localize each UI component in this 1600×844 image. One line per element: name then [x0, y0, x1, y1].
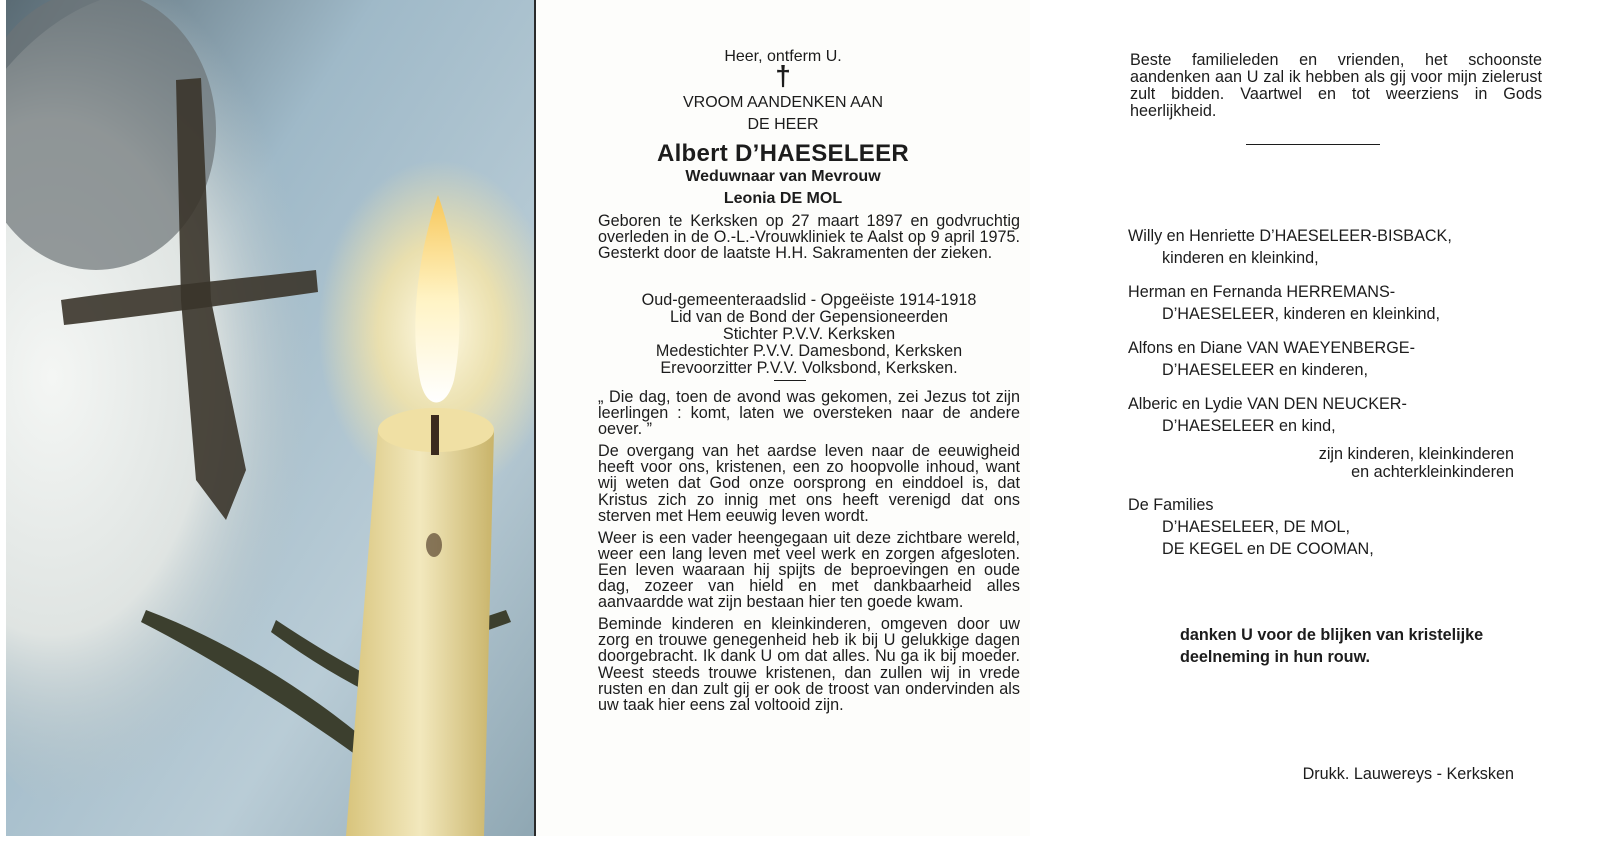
family-line: Alberic en Lydie VAN DEN NEUCKER-	[1128, 395, 1407, 413]
paragraph: Weer is een vader heengegaan uit deze zichtbare wereld, weer een lang leven met veel werk en zorgen afgesloten. Een leven waaraan hij spijts de beproevingen en oude dag, zozeer van hield en met dankbaarheid alles aanvaardde wat zijn bestaan hier ten goede kwam.	[598, 528, 1020, 612]
memorial-photo	[6, 0, 536, 836]
header-line-1: VROOM AANDENKEN AAN	[682, 94, 884, 111]
family-line: Herman en Fernanda HERREMANS-	[1128, 283, 1396, 301]
card-text-right	[1062, 0, 1600, 836]
paragraph: De overgang van het aardse leven naar de eeuwigheid heeft voor ons, kristenen, een zo hoopvolle inhoud, want wij weten dat God onze oorsprong en einddoel is, dat Kristus zich zo innig met ons heeft verenigd dat ons sterven met Hem eeuwig leven wordt.	[598, 442, 1020, 525]
quote-paragraph: „ Die dag, toen de avond was gekomen, zei Jezus tot zijn leerlingen : komt, laten we oversteken naar de andere oever. ”	[598, 388, 1020, 439]
families-line-1: D’HAESELEER, DE MOL,	[1162, 518, 1351, 536]
family-line: Alfons en Diane VAN WAEYENBERGE-	[1128, 339, 1415, 357]
family-line: D’HAESELEER en kind,	[1162, 417, 1336, 435]
meditation-text	[598, 389, 1020, 719]
invocation: Heer, ontferm U.	[724, 48, 842, 65]
families-label: De Families	[1128, 496, 1214, 514]
bio-text: Geboren te Kerksken op 27 maart 1897 en godvruchtig overleden in de O.-L.-Vrouwkliniek te Aalst op 9 april 1975. Gesterkt door de laatste H.H. Sakramenten der zieken.	[598, 212, 1020, 263]
descendants-line-2: en achterkleinkinderen	[1351, 463, 1514, 481]
spouse-name: Leonia DE MOL	[723, 190, 843, 207]
descendants-line-1: zijn kinderen, kleinkinderen	[1318, 445, 1514, 463]
honor-item: Stichter P.V.V. Kerksken	[722, 325, 896, 343]
honors-list	[596, 292, 1022, 377]
card-text-left	[536, 0, 1030, 836]
divider	[774, 380, 806, 381]
honor-item: Erevoorzitter P.V.V. Volksbond, Kerksken.	[660, 359, 958, 377]
honor-item: Oud-gemeenteraadslid - Opgeëiste 1914-1918	[641, 291, 977, 309]
header-line-2: DE HEER	[747, 116, 819, 133]
thanks-line-1: danken U voor de blijken van kristelijke	[1180, 626, 1484, 644]
widow-line: Weduwnaar van Mevrouw	[685, 168, 881, 185]
cross-icon: †	[775, 60, 791, 91]
thanks-line-2: deelneming in hun rouw.	[1180, 648, 1371, 666]
intro-text: Beste familieleden en vrienden, het schoonste aandenken aan U zal ik hebben als gij voor mijn zielerust zult bidden. Vaartwel en tot weerziens in Gods heerlijkheid.	[1130, 51, 1542, 120]
deceased-name: Albert D’HAESELEER	[656, 140, 910, 167]
divider	[1246, 144, 1380, 145]
family-line: Willy en Henriette D’HAESELEER-BISBACK,	[1128, 227, 1452, 245]
printer-credit: Drukk. Lauwereys - Kerksken	[1302, 765, 1514, 783]
families-line-2: DE KEGEL en DE COOMAN,	[1162, 540, 1374, 558]
family-line: D’HAESELEER en kinderen,	[1162, 361, 1369, 379]
family-line: D’HAESELEER, kinderen en kleinkind,	[1162, 305, 1441, 323]
paragraph: Beminde kinderen en kleinkinderen, omgeven door uw zorg en trouwe genegenheid heb ik bij U gelukkige dagen doorgebracht. Ik dank U om dat alles. Nu ga ik bij moeder. Weest steeds trouwe kristenen, dan zullen wij in vrede rusten en dan zult gij er ook de troost van ondervinden als uw taak hier eens zal voltooid zijn.	[598, 615, 1020, 714]
honor-item: Medestichter P.V.V. Damesbond, Kerksken	[655, 342, 963, 360]
family-line: kinderen en kleinkind,	[1162, 249, 1319, 267]
bio-paragraph	[598, 213, 1020, 267]
honor-item: Lid van de Bond der Gepensioneerden	[669, 308, 949, 326]
candle-crucifix-image	[6, 0, 534, 836]
